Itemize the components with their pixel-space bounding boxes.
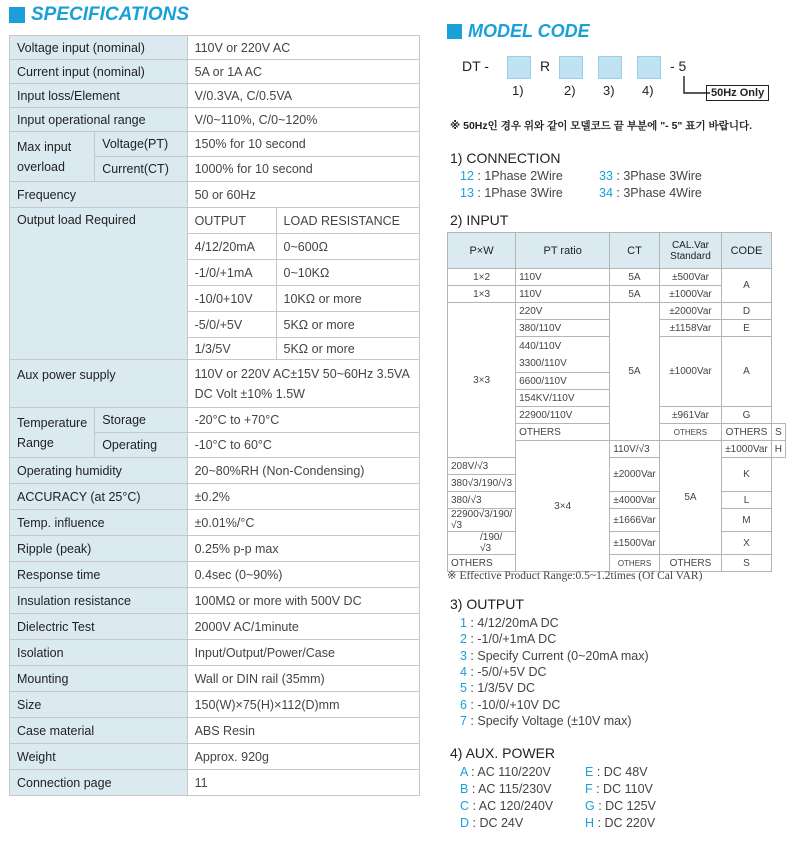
list-item bbox=[599, 169, 702, 183]
output-header: OUTPUT bbox=[187, 208, 276, 234]
overload-pt-label: Voltage(PT) bbox=[95, 132, 187, 157]
model-suffix: - 5 bbox=[670, 58, 687, 74]
pt-line: 3300/110V bbox=[519, 357, 567, 369]
cal-cell: ±4000Var bbox=[610, 492, 660, 509]
output-text: : -1/0/+1mA DC bbox=[466, 632, 557, 646]
spec-value: 11 bbox=[187, 770, 419, 796]
connection-code: 13 bbox=[460, 186, 474, 200]
table-row bbox=[10, 744, 420, 770]
spec-label: Weight bbox=[10, 744, 188, 770]
output-text: : -5/0/+5V DC bbox=[466, 665, 547, 679]
spec-label: Frequency bbox=[10, 182, 188, 208]
pt-line: 440/110V bbox=[519, 340, 562, 352]
header-ct: CT bbox=[610, 233, 660, 269]
list-item bbox=[460, 169, 563, 183]
spec-value: ±0.2% bbox=[187, 484, 419, 510]
code-cell: G bbox=[722, 407, 772, 424]
cal-cell: OTHERS bbox=[722, 424, 772, 441]
spec-label: Operating humidity bbox=[10, 458, 188, 484]
spec-value: 20~80%RH (Non-Condensing) bbox=[187, 458, 419, 484]
output-title: 3) OUTPUT bbox=[450, 596, 524, 612]
spec-value: 0.4sec (0~90%) bbox=[187, 562, 419, 588]
cal-cell: ±2000Var bbox=[610, 458, 660, 492]
code-box-1 bbox=[507, 56, 531, 79]
output-code: 5 bbox=[460, 681, 467, 695]
specifications-table bbox=[9, 35, 420, 796]
cal-cell: ±1666Var bbox=[610, 509, 660, 532]
cal-cell: ±1000Var bbox=[722, 441, 772, 458]
code-cell: A bbox=[722, 269, 772, 303]
aux-text: : DC 110V bbox=[592, 782, 653, 796]
aux-text: : AC 120/240V bbox=[469, 799, 554, 813]
cal-cell: ±1500Var bbox=[610, 532, 660, 555]
ct-cell: OTHERS bbox=[659, 424, 721, 441]
spec-label: Size bbox=[10, 692, 188, 718]
output-text: : 4/12/20mA DC bbox=[466, 616, 559, 630]
pt-cell: 6600/110V bbox=[516, 373, 610, 390]
output-value: -1/0/+1mA bbox=[187, 260, 276, 286]
pt-cell: OTHERS bbox=[448, 555, 516, 572]
spec-label: Isolation bbox=[10, 640, 188, 666]
aux-text: : DC 48V bbox=[593, 765, 648, 779]
aux-code: B bbox=[460, 782, 469, 796]
load-header: LOAD RESISTANCE bbox=[276, 208, 419, 234]
table-row bbox=[10, 614, 420, 640]
pt-cell: 220V bbox=[516, 303, 610, 320]
code-box-3 bbox=[598, 56, 622, 79]
pt-cell: 110V bbox=[516, 269, 610, 286]
pt-cell: 380/110V bbox=[516, 320, 610, 337]
spec-value: 5A or 1A AC bbox=[187, 60, 419, 84]
connection-text: : 1Phase 2Wire bbox=[473, 169, 563, 183]
spec-label: Dielectric Test bbox=[10, 614, 188, 640]
output-text: : Specify Current (0~20mA max) bbox=[466, 649, 649, 663]
cal-cell: ±961Var bbox=[659, 407, 721, 424]
aux-value bbox=[187, 360, 419, 408]
cal-cell: OTHERS bbox=[659, 555, 721, 572]
ct-cell: 5A bbox=[659, 441, 721, 555]
aux-text: : DC 220V bbox=[594, 816, 656, 830]
aux-line1: 110V or 220V AC±15V 50~60Hz 3.5VA bbox=[194, 366, 410, 381]
spec-label: Insulation resistance bbox=[10, 588, 188, 614]
list-item bbox=[460, 649, 649, 663]
aux-code: H bbox=[585, 816, 595, 830]
model-code-note: ※ 50Hz인 경우 위와 같이 모델코드 끝 부분에 "- 5" 표기 바랍니다. bbox=[450, 120, 753, 132]
connection-text: : 1Phase 3Wire bbox=[473, 186, 563, 200]
connection-code: 12 bbox=[460, 169, 474, 183]
aux-text: : AC 110/220V bbox=[467, 765, 551, 779]
output-code: 7 bbox=[460, 714, 467, 728]
list-item bbox=[460, 799, 553, 813]
temperature-label: Temperature Range bbox=[10, 408, 95, 458]
code-cell: M bbox=[722, 509, 772, 532]
output-text: : Specify Voltage (±10V max) bbox=[466, 714, 632, 728]
code-cell: A bbox=[722, 337, 772, 407]
input-title: 2) INPUT bbox=[450, 212, 509, 228]
list-item bbox=[585, 765, 648, 779]
code-cell: E bbox=[722, 320, 772, 337]
spec-label: Current input (nominal) bbox=[10, 60, 188, 84]
output-code: 4 bbox=[460, 665, 467, 679]
header-code: CODE bbox=[722, 233, 772, 269]
spec-label: Case material bbox=[10, 718, 188, 744]
aux-label: Aux power supply bbox=[10, 360, 188, 408]
table-row bbox=[10, 588, 420, 614]
model-prefix: DT - bbox=[462, 58, 489, 74]
hz-label: 50Hz Only bbox=[706, 85, 769, 101]
table-row bbox=[10, 36, 420, 60]
specifications-heading bbox=[9, 4, 189, 26]
list-item bbox=[585, 816, 655, 830]
spec-value: V/0~110%, C/0~120% bbox=[187, 108, 419, 132]
spec-label: Ripple (peak) bbox=[10, 536, 188, 562]
spec-value: ±0.01%/°C bbox=[187, 510, 419, 536]
table-row bbox=[10, 562, 420, 588]
list-item bbox=[460, 782, 552, 796]
pt-cell: 208V/√3 bbox=[448, 458, 516, 475]
aux-code: E bbox=[585, 765, 594, 779]
spec-value: V/0.3VA, C/0.5VA bbox=[187, 84, 419, 108]
header-pt-ratio: PT ratio bbox=[516, 233, 610, 269]
heading-square-icon bbox=[447, 24, 462, 39]
code-cell: S bbox=[771, 424, 785, 441]
table-row bbox=[10, 458, 420, 484]
connection-title: 1) CONNECTION bbox=[450, 150, 561, 166]
table-row bbox=[10, 208, 420, 234]
code-cell: L bbox=[722, 492, 772, 509]
list-item bbox=[585, 799, 656, 813]
ct-cell: 5A bbox=[610, 269, 660, 286]
pt-cell: 110V bbox=[516, 286, 610, 303]
model-code-heading bbox=[447, 21, 590, 42]
table-row bbox=[10, 60, 420, 84]
table-row bbox=[10, 640, 420, 666]
table-row bbox=[448, 509, 786, 532]
operating-value: -10°C to 60°C bbox=[187, 433, 419, 458]
pt-cell: /190/√3 bbox=[448, 532, 516, 555]
output-text: : -10/0/+10V DC bbox=[466, 698, 561, 712]
table-row bbox=[10, 692, 420, 718]
position-2-label: 2) bbox=[564, 83, 576, 98]
header-pw: P×W bbox=[448, 233, 516, 269]
storage-value: -20°C to +70°C bbox=[187, 408, 419, 433]
table-row bbox=[448, 303, 786, 320]
output-value: 4/12/20mA bbox=[187, 234, 276, 260]
list-item bbox=[460, 698, 560, 712]
spec-value: 0.25% p-p max bbox=[187, 536, 419, 562]
spec-value: 100MΩ or more with 500V DC bbox=[187, 588, 419, 614]
output-load-label: Output load Required bbox=[10, 208, 188, 360]
spec-label: Voltage input (nominal) bbox=[10, 36, 188, 60]
pw-cell: 1×2 bbox=[448, 269, 516, 286]
list-item bbox=[460, 765, 551, 779]
table-row bbox=[10, 108, 420, 132]
spec-value: 2000V AC/1minute bbox=[187, 614, 419, 640]
spec-value: ABS Resin bbox=[187, 718, 419, 744]
pt-cell: OTHERS bbox=[516, 424, 610, 441]
spec-label: Temp. influence bbox=[10, 510, 188, 536]
cal-cell: ±1000Var bbox=[659, 286, 721, 303]
pt-cell: 380/√3 bbox=[448, 492, 516, 509]
load-value: 0~10KΩ bbox=[276, 260, 419, 286]
code-cell: H bbox=[771, 441, 785, 458]
list-item bbox=[585, 782, 653, 796]
spec-value: Wall or DIN rail (35mm) bbox=[187, 666, 419, 692]
overload-ct-value: 1000% for 10 second bbox=[187, 157, 419, 182]
aux-code: A bbox=[460, 765, 468, 779]
table-row bbox=[10, 536, 420, 562]
aux-code: D bbox=[460, 816, 470, 830]
table-row bbox=[448, 492, 786, 509]
model-r: R bbox=[540, 58, 551, 74]
output-code: 3 bbox=[460, 649, 467, 663]
spec-value: 50 or 60Hz bbox=[187, 182, 419, 208]
spec-label: Response time bbox=[10, 562, 188, 588]
list-item bbox=[460, 714, 632, 728]
aux-code: G bbox=[585, 799, 595, 813]
connection-text: : 3Phase 4Wire bbox=[612, 186, 702, 200]
ct-cell: 5A bbox=[610, 286, 660, 303]
list-item bbox=[460, 816, 523, 830]
spec-value: 150(W)×75(H)×112(D)mm bbox=[187, 692, 419, 718]
code-cell: S bbox=[722, 555, 772, 572]
pt-cell bbox=[516, 337, 610, 373]
pw-cell: 1×3 bbox=[448, 286, 516, 303]
table-row bbox=[10, 182, 420, 208]
pw-cell: 3×4 bbox=[516, 441, 610, 572]
table-row bbox=[448, 532, 786, 555]
spec-value: Approx. 920g bbox=[187, 744, 419, 770]
aux-text: : DC 24V bbox=[469, 816, 524, 830]
heading-square-icon bbox=[9, 7, 25, 23]
overload-pt-value: 150% for 10 second bbox=[187, 132, 419, 157]
output-value: 1/3/5V bbox=[187, 338, 276, 360]
table-row bbox=[10, 510, 420, 536]
table-row bbox=[10, 718, 420, 744]
list-item bbox=[460, 681, 535, 695]
spec-value: Input/Output/Power/Case bbox=[187, 640, 419, 666]
pt-cell: 380√3/190/√3 bbox=[448, 475, 516, 492]
aux-text: : AC 115/230V bbox=[468, 782, 552, 796]
table-row bbox=[448, 269, 786, 286]
pt-cell: 22900/110V bbox=[516, 407, 610, 424]
table-row bbox=[10, 484, 420, 510]
cal-cell: ±1000Var bbox=[659, 337, 721, 407]
aux-code: C bbox=[460, 799, 470, 813]
load-value: 10KΩ or more bbox=[276, 286, 419, 312]
list-item bbox=[599, 186, 702, 200]
input-footnote: ※ Effective Product Range:0.5~1.2times (Of Cal VAR) bbox=[447, 570, 703, 582]
list-item bbox=[460, 186, 563, 200]
table-header-row bbox=[448, 233, 786, 269]
pt-cell: 22900√3/190/√3 bbox=[448, 509, 516, 532]
list-item bbox=[460, 665, 547, 679]
list-item bbox=[460, 616, 559, 630]
overload-ct-label: Current(CT) bbox=[95, 157, 187, 182]
position-1-label: 1) bbox=[512, 83, 524, 98]
operating-label: Operating bbox=[95, 433, 187, 458]
output-code: 2 bbox=[460, 632, 467, 646]
code-box-4 bbox=[637, 56, 661, 79]
code-cell: X bbox=[722, 532, 772, 555]
aux-text: : DC 125V bbox=[594, 799, 656, 813]
connection-code: 33 bbox=[599, 169, 613, 183]
table-row bbox=[10, 770, 420, 796]
cal-cell: ±500Var bbox=[659, 269, 721, 286]
code-box-2 bbox=[559, 56, 583, 79]
cal-cell: ±2000Var bbox=[659, 303, 721, 320]
ct-cell: 5A bbox=[610, 303, 660, 441]
spec-label: Input loss/Element bbox=[10, 84, 188, 108]
position-3-label: 3) bbox=[603, 83, 615, 98]
storage-label: Storage bbox=[95, 408, 187, 433]
code-cell: D bbox=[722, 303, 772, 320]
list-item bbox=[460, 632, 556, 646]
ct-cell: OTHERS bbox=[610, 555, 660, 572]
model-code-title: MODEL CODE bbox=[468, 21, 590, 41]
table-row bbox=[10, 132, 420, 157]
table-row bbox=[448, 458, 786, 475]
overload-label: Max input overload bbox=[10, 132, 95, 182]
aux-power-title: 4) AUX. POWER bbox=[450, 745, 556, 761]
table-row bbox=[10, 666, 420, 692]
output-value: -5/0/+5V bbox=[187, 312, 276, 338]
position-4-label: 4) bbox=[642, 83, 654, 98]
spec-value: 110V or 220V AC bbox=[187, 36, 419, 60]
output-text: : 1/3/5V DC bbox=[466, 681, 536, 695]
spec-label: Connection page bbox=[10, 770, 188, 796]
spec-label: Input operational range bbox=[10, 108, 188, 132]
table-row bbox=[10, 408, 420, 433]
aux-line2: DC Volt ±10% 1.5W bbox=[194, 386, 305, 401]
pw-cell: 3×3 bbox=[448, 303, 516, 458]
connection-code: 34 bbox=[599, 186, 613, 200]
cal-cell: ±1158Var bbox=[659, 320, 721, 337]
output-code: 1 bbox=[460, 616, 467, 630]
pt-cell: 110V/√3 bbox=[610, 441, 660, 458]
load-value: 5KΩ or more bbox=[276, 338, 419, 360]
output-code: 6 bbox=[460, 698, 467, 712]
pt-cell: 154KV/110V bbox=[516, 390, 610, 407]
load-value: 0~600Ω bbox=[276, 234, 419, 260]
output-value: -10/0+10V bbox=[187, 286, 276, 312]
input-table bbox=[447, 232, 786, 572]
table-row bbox=[10, 360, 420, 408]
connection-text: : 3Phase 3Wire bbox=[612, 169, 702, 183]
code-cell: K bbox=[722, 458, 772, 492]
aux-code: F bbox=[585, 782, 593, 796]
table-row bbox=[10, 84, 420, 108]
specifications-title: SPECIFICATIONS bbox=[31, 4, 189, 25]
spec-label: Mounting bbox=[10, 666, 188, 692]
spec-label: ACCURACY (at 25°C) bbox=[10, 484, 188, 510]
load-value: 5KΩ or more bbox=[276, 312, 419, 338]
header-cal-var: CAL.Var Standard bbox=[659, 233, 721, 269]
